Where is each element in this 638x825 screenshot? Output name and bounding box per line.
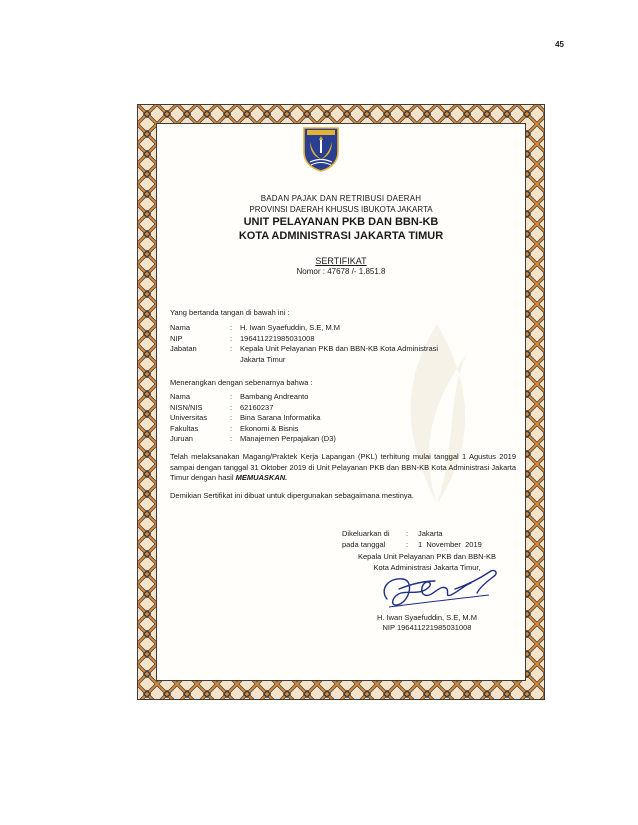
- certificate-number: Nomor : 47678 /- 1.851.8: [296, 267, 386, 276]
- colon: :: [230, 323, 233, 332]
- unit-name-line2: KOTA ADMINISTRASI JAKARTA TIMUR: [238, 230, 444, 242]
- signer-nip: NIP 196411221985031008: [382, 623, 472, 632]
- detail-label: Juruan: [170, 434, 193, 443]
- detail-row: [170, 392, 510, 403]
- detail-value: Ekonomi & Bisnis: [240, 423, 299, 433]
- detail-row: [170, 355, 510, 366]
- recipient-intro: Menerangkan dengan sebenarnya bahwa :: [170, 378, 313, 387]
- detail-value: Bina Sarana Informatika: [240, 413, 321, 422]
- detail-label: Nama: [170, 392, 191, 401]
- detail-value: Manajemen Perpajakan (D3): [240, 434, 336, 443]
- detail-value: 62160237: [240, 402, 274, 412]
- certificate-title: SERTIFIKAT: [315, 256, 367, 266]
- colon: :: [230, 413, 233, 422]
- detail-value: 196411221985031008: [240, 333, 315, 343]
- colon: :: [406, 529, 409, 538]
- colon: :: [230, 423, 233, 433]
- detail-row: [170, 323, 510, 334]
- detail-label: NIP: [170, 333, 183, 343]
- detail-row: [170, 434, 510, 445]
- issued-place: Jakarta: [418, 529, 443, 538]
- detail-row: [170, 424, 510, 435]
- statement-result: MEMUASKAN.: [235, 473, 288, 482]
- colon: :: [230, 333, 233, 343]
- detail-label: Universitas: [170, 413, 208, 422]
- issued-date-row: [342, 540, 512, 551]
- detail-value: Kepala Unit Pelayanan PKB dan BBN-KB Kota Administrasi: [240, 344, 439, 353]
- agency-name-line2: PROVINSI DAERAH KHUSUS IBUKOTA JAKARTA: [249, 205, 433, 214]
- detail-label: NISN/NIS: [170, 402, 203, 412]
- office-line2: Kota Administrasi Jakarta Timur,: [373, 562, 481, 572]
- colon: :: [230, 434, 233, 443]
- issued-place-label: Dikeluarkan di: [342, 529, 390, 538]
- detail-row: [170, 403, 510, 414]
- page-number: 45: [555, 40, 564, 49]
- closing-text: Demikian Sertifikat ini dibuat untuk dipergunakan sebagaimana mestinya.: [170, 491, 414, 500]
- statement-paragraph: [170, 452, 516, 484]
- certificate: [137, 104, 545, 700]
- issued-date-label: pada tanggal: [342, 539, 386, 549]
- colon: :: [230, 392, 233, 401]
- colon: :: [230, 344, 233, 353]
- recipient-details: [170, 392, 510, 445]
- colon: [230, 355, 240, 366]
- detail-row: [170, 344, 510, 355]
- signer-block: [342, 613, 512, 633]
- agency-name-line1: BADAN PAJAK DAN RETRIBUSI DAERAH: [260, 194, 422, 203]
- colon: :: [406, 539, 409, 549]
- signatory-intro: Yang bertanda tangan di bawah ini :: [170, 308, 290, 317]
- detail-row: [170, 413, 510, 424]
- detail-value: H. Iwan Syaefuddin, S.E, M.M: [240, 323, 341, 332]
- statement-text: Telah melaksanakan Magang/Praktek Kerja Lapangan (PKL) terhitung mulai tanggal 1 Agustus 2019 sampai dengan tanggal 31 Oktober 2019 di Unit Pelayanan PKB dan BBN-KB Kota Administrasi Jakarta Timur dengan hasil: [170, 452, 516, 482]
- detail-row: [170, 334, 510, 345]
- detail-label: [170, 355, 230, 366]
- colon: :: [230, 402, 233, 412]
- detail-label: Fakultas: [170, 423, 199, 433]
- jakarta-emblem-icon: [302, 126, 340, 172]
- unit-name-line1: UNIT PELAYANAN PKB DAN BBN-KB: [243, 216, 439, 228]
- issued-place-row: [342, 529, 512, 540]
- issued-date: 1 November 2019: [418, 539, 482, 549]
- detail-value: Jakarta Timur: [240, 354, 286, 364]
- signatory-details: [170, 323, 510, 365]
- handwritten-signature: [359, 559, 509, 617]
- detail-label: Jabatan: [170, 344, 197, 353]
- office-line1: Kepala Unit Pelayanan PKB dan BBN-KB: [358, 552, 496, 561]
- detail-label: Nama: [170, 323, 191, 332]
- signer-name: H. Iwan Syaefuddin, S.E, M.M: [376, 613, 478, 622]
- detail-value: Bambang Andreanto: [240, 392, 309, 401]
